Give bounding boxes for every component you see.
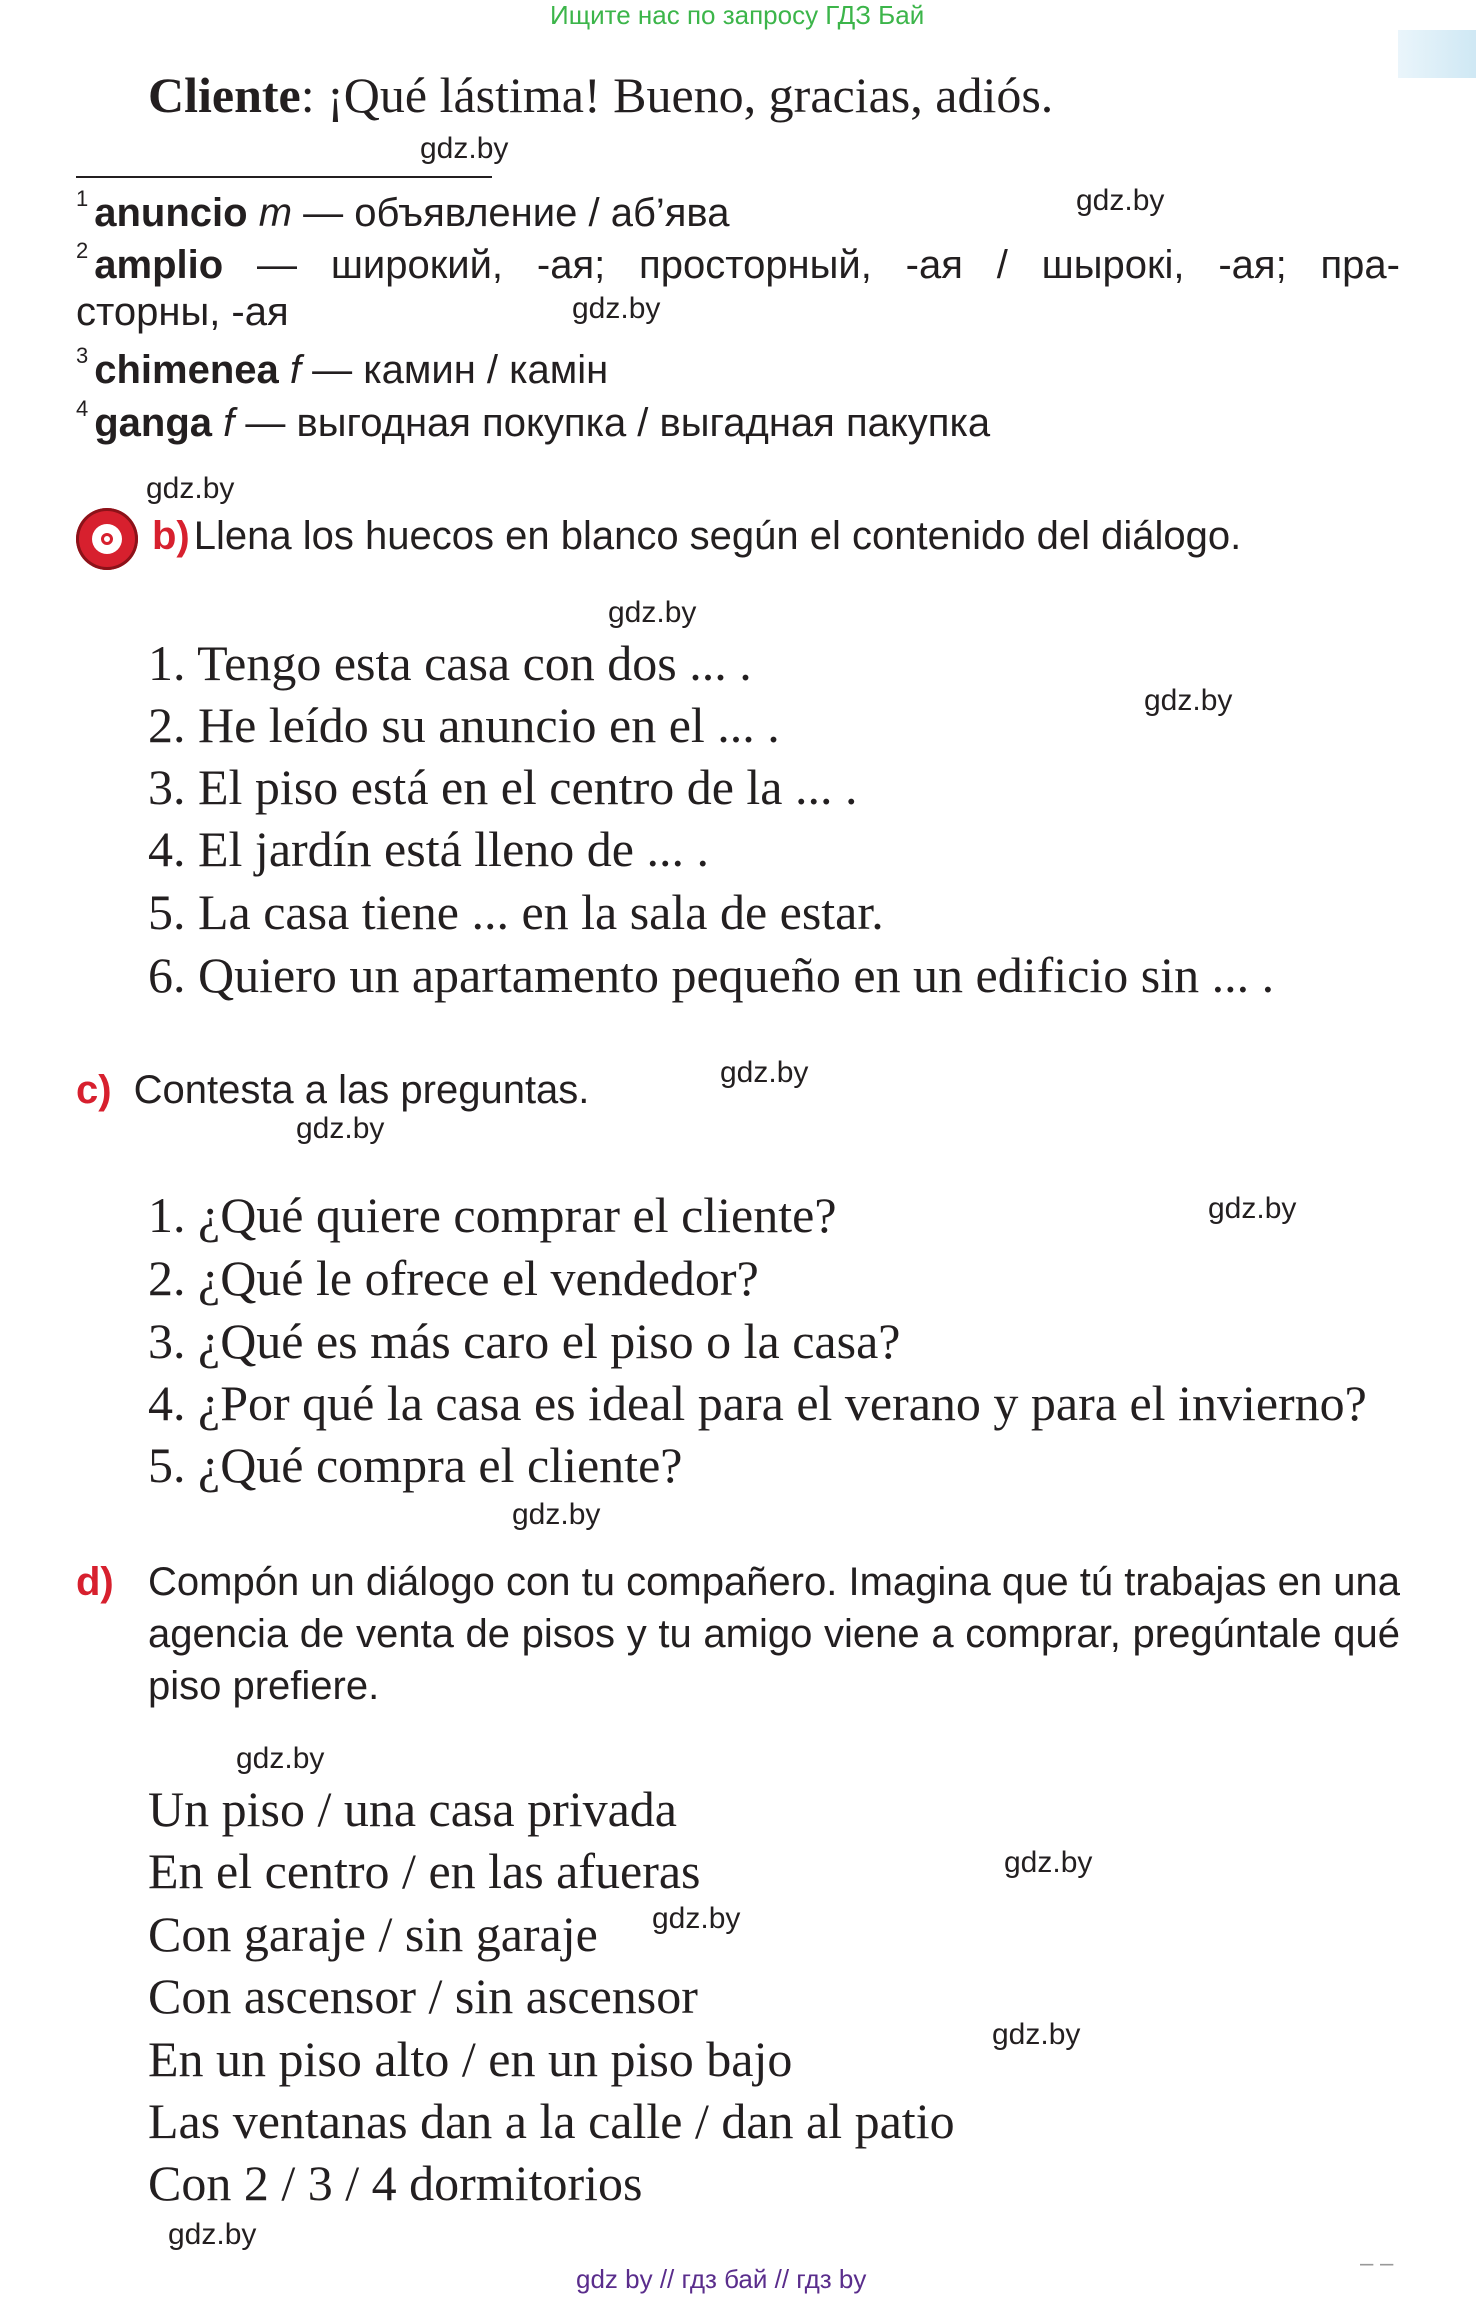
watermark: gdz.by: [236, 1742, 325, 1775]
watermark: gdz.by: [146, 472, 235, 505]
list-item: 3. ¿Qué es más caro el piso o la casa?: [148, 1313, 901, 1369]
page-number: – –: [1360, 2250, 1394, 2277]
list-item: 5. ¿Qué compra el cliente?: [148, 1437, 683, 1493]
watermark: gdz.by: [168, 2218, 257, 2251]
watermark: gdz.by: [992, 2018, 1081, 2051]
task-d-label: d): [76, 1560, 114, 1604]
list-item: 4. El jardín está lleno de ... .: [148, 821, 709, 877]
list-item: En el centro / en las afueras: [148, 1843, 701, 1899]
list-item: En un piso alto / en un piso bajo: [148, 2031, 793, 2087]
list-item: 5. La casa tiene ... en la sala de estar.: [148, 884, 884, 940]
footnote-1: $^1$ anuncio m — объявление / аб’ява: [76, 186, 730, 235]
audio-icon[interactable]: [76, 508, 138, 570]
task-b-text: Llena los huecos en blanco según el contenido del diálogo.: [193, 514, 1242, 558]
watermark: gdz.by: [420, 132, 509, 165]
list-item: Con 2 / 3 / 4 dormitorios: [148, 2155, 643, 2211]
list-item: 1. Tengo esta casa con dos ... .: [148, 635, 752, 691]
watermark: gdz.by: [608, 596, 697, 629]
watermark: gdz.by: [512, 1498, 601, 1531]
speaker-name: Cliente: [148, 67, 301, 123]
footnote-2-cont: сторны, -ая: [76, 290, 289, 334]
list-item: 3. El piso está en el centro de la ... .: [148, 759, 858, 815]
watermark: gdz.by: [1144, 684, 1233, 717]
watermark: gdz.by: [1208, 1192, 1297, 1225]
corner-tab: [1398, 30, 1476, 78]
list-item: 4. ¿Por qué la casa es ideal para el verano y para el invierno?: [148, 1375, 1367, 1431]
footer-links[interactable]: gdz by // гдз бай // гдз by: [576, 2264, 867, 2294]
list-item: 2. ¿Qué le ofrece el vendedor?: [148, 1250, 759, 1306]
watermark: gdz.by: [572, 292, 661, 325]
task-d-text: Compón un diálogo con tu compañero. Imagina que tú trabajas en una agencia de venta de pisos y tu amigo viene a comprar, pregúntale qué piso prefiere.: [148, 1560, 1400, 1708]
watermark: gdz.by: [296, 1112, 385, 1145]
list-item: Con ascensor / sin ascensor: [148, 1968, 698, 2024]
watermark: gdz.by: [1004, 1846, 1093, 1879]
list-item: Las ventanas dan a la calle / dan al patio: [148, 2093, 955, 2149]
list-item: Un piso / una casa privada: [148, 1781, 678, 1837]
list-item: 1. ¿Qué quiere comprar el cliente?: [148, 1187, 837, 1243]
footnote-4: $^4$ ganga f — выгодная покупка / выгадная пакупка: [76, 396, 991, 445]
watermark: gdz.by: [720, 1056, 809, 1089]
footnote-3: $^3$ chimenea f — камин / камін: [76, 343, 609, 392]
task-c-text: Contesta a las preguntas.: [133, 1068, 590, 1112]
footnote-divider: [76, 176, 492, 178]
list-item: 6. Quiero un apartamento pequeño en un edificio sin ... .: [148, 947, 1275, 1003]
task-b-heading: [152, 514, 1241, 559]
dialogue-text: : ¡Qué lástima! Bueno, gracias, adiós.: [300, 67, 1054, 123]
list-item: Con garaje / sin garaje: [148, 1906, 598, 1962]
task-c-label: c): [76, 1068, 112, 1112]
watermark: gdz.by: [1076, 184, 1165, 217]
top-banner: Ищите нас по запросу ГДЗ Бай: [550, 0, 925, 30]
task-c-heading: [76, 1068, 589, 1113]
watermark: gdz.by: [652, 1902, 741, 1935]
list-item: 2. He leído su anuncio en el ... .: [148, 697, 780, 753]
task-b-label: b): [152, 514, 190, 558]
footnote-2: $^2$ amplio — широкий, -ая; просторный, -ая / шырокі, -ая; пра-: [76, 238, 1400, 287]
dialogue-line: [148, 66, 1053, 124]
